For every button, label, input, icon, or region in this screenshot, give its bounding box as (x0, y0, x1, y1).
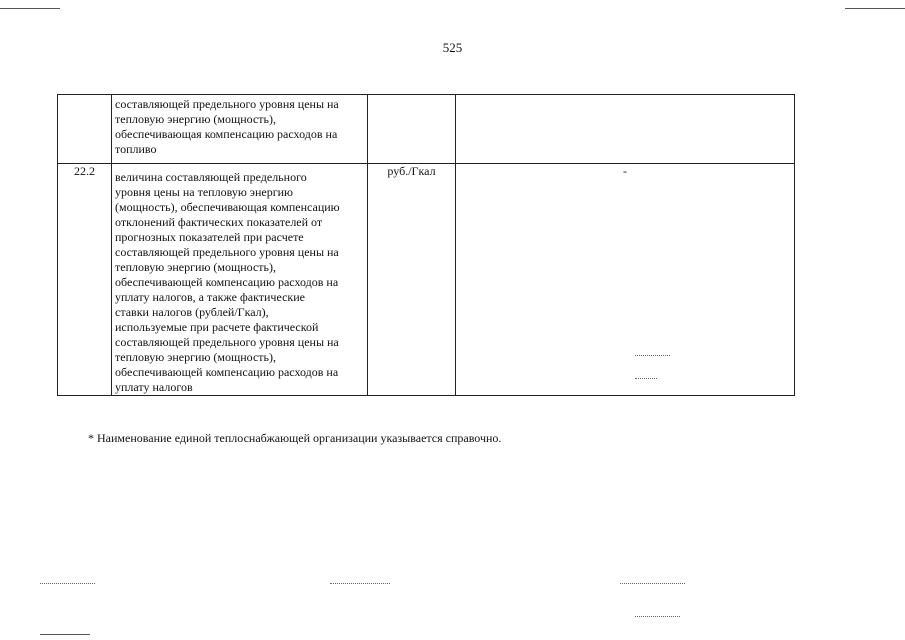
scan-artifact (620, 583, 685, 585)
page-number: 525 (442, 40, 463, 55)
scan-artifact (635, 378, 657, 380)
description-line: прогнозных показателей при расчете (115, 230, 304, 244)
table-row (58, 164, 795, 396)
description-line: (мощность), обеспечивающая компенсацию (115, 200, 340, 214)
row-unit-cell (368, 95, 456, 164)
scan-artifact (845, 8, 905, 9)
description-line: топливо (115, 142, 157, 156)
table-row (58, 95, 795, 164)
scan-artifact (40, 583, 95, 585)
footnote: * Наименование единой теплоснабжающей организации указывается справочно. (88, 431, 502, 445)
row-unit-cell: руб./Гкал (368, 164, 456, 396)
scan-artifact (0, 8, 60, 9)
row-number-cell: 22.2 (58, 164, 112, 396)
scan-artifact (635, 355, 670, 357)
description-line: уплату налогов, а также фактические (115, 290, 305, 304)
row-value-cell (456, 95, 795, 164)
description-line: тепловую энергию (мощность), (115, 260, 276, 274)
description-line: используемые при расчете фактической (115, 320, 319, 334)
row-description-cell (112, 164, 368, 396)
description-line: обеспечивающей компенсацию расходов на (115, 365, 339, 379)
row-description-cell (112, 95, 368, 164)
scan-artifact (330, 583, 390, 585)
data-table (57, 94, 795, 396)
description-line: тепловую энергию (мощность), (115, 112, 276, 126)
description-line: обеспечивающей компенсацию расходов на (115, 275, 339, 289)
description-line: составляющей предельного уровня цены на (115, 97, 339, 111)
description-line: уплату налогов (115, 380, 193, 394)
row-number-cell (58, 95, 112, 164)
description-line: ставки налогов (рублей/Гкал), (115, 305, 269, 319)
description-line: величина составляющей предельного (115, 170, 307, 184)
description-line: отклонений фактических показателей от (115, 215, 323, 229)
scan-artifact (635, 616, 680, 618)
description-line: уровня цены на тепловую энергию (115, 185, 293, 199)
row-value-cell: - (456, 164, 795, 396)
description-line: тепловую энергию (мощность), (115, 350, 276, 364)
description-line: составляющей предельного уровня цены на (115, 245, 339, 259)
description-line: составляющей предельного уровня цены на (115, 335, 339, 349)
scan-artifact (40, 634, 90, 635)
description-line: обеспечивающая компенсацию расходов на (115, 127, 338, 141)
